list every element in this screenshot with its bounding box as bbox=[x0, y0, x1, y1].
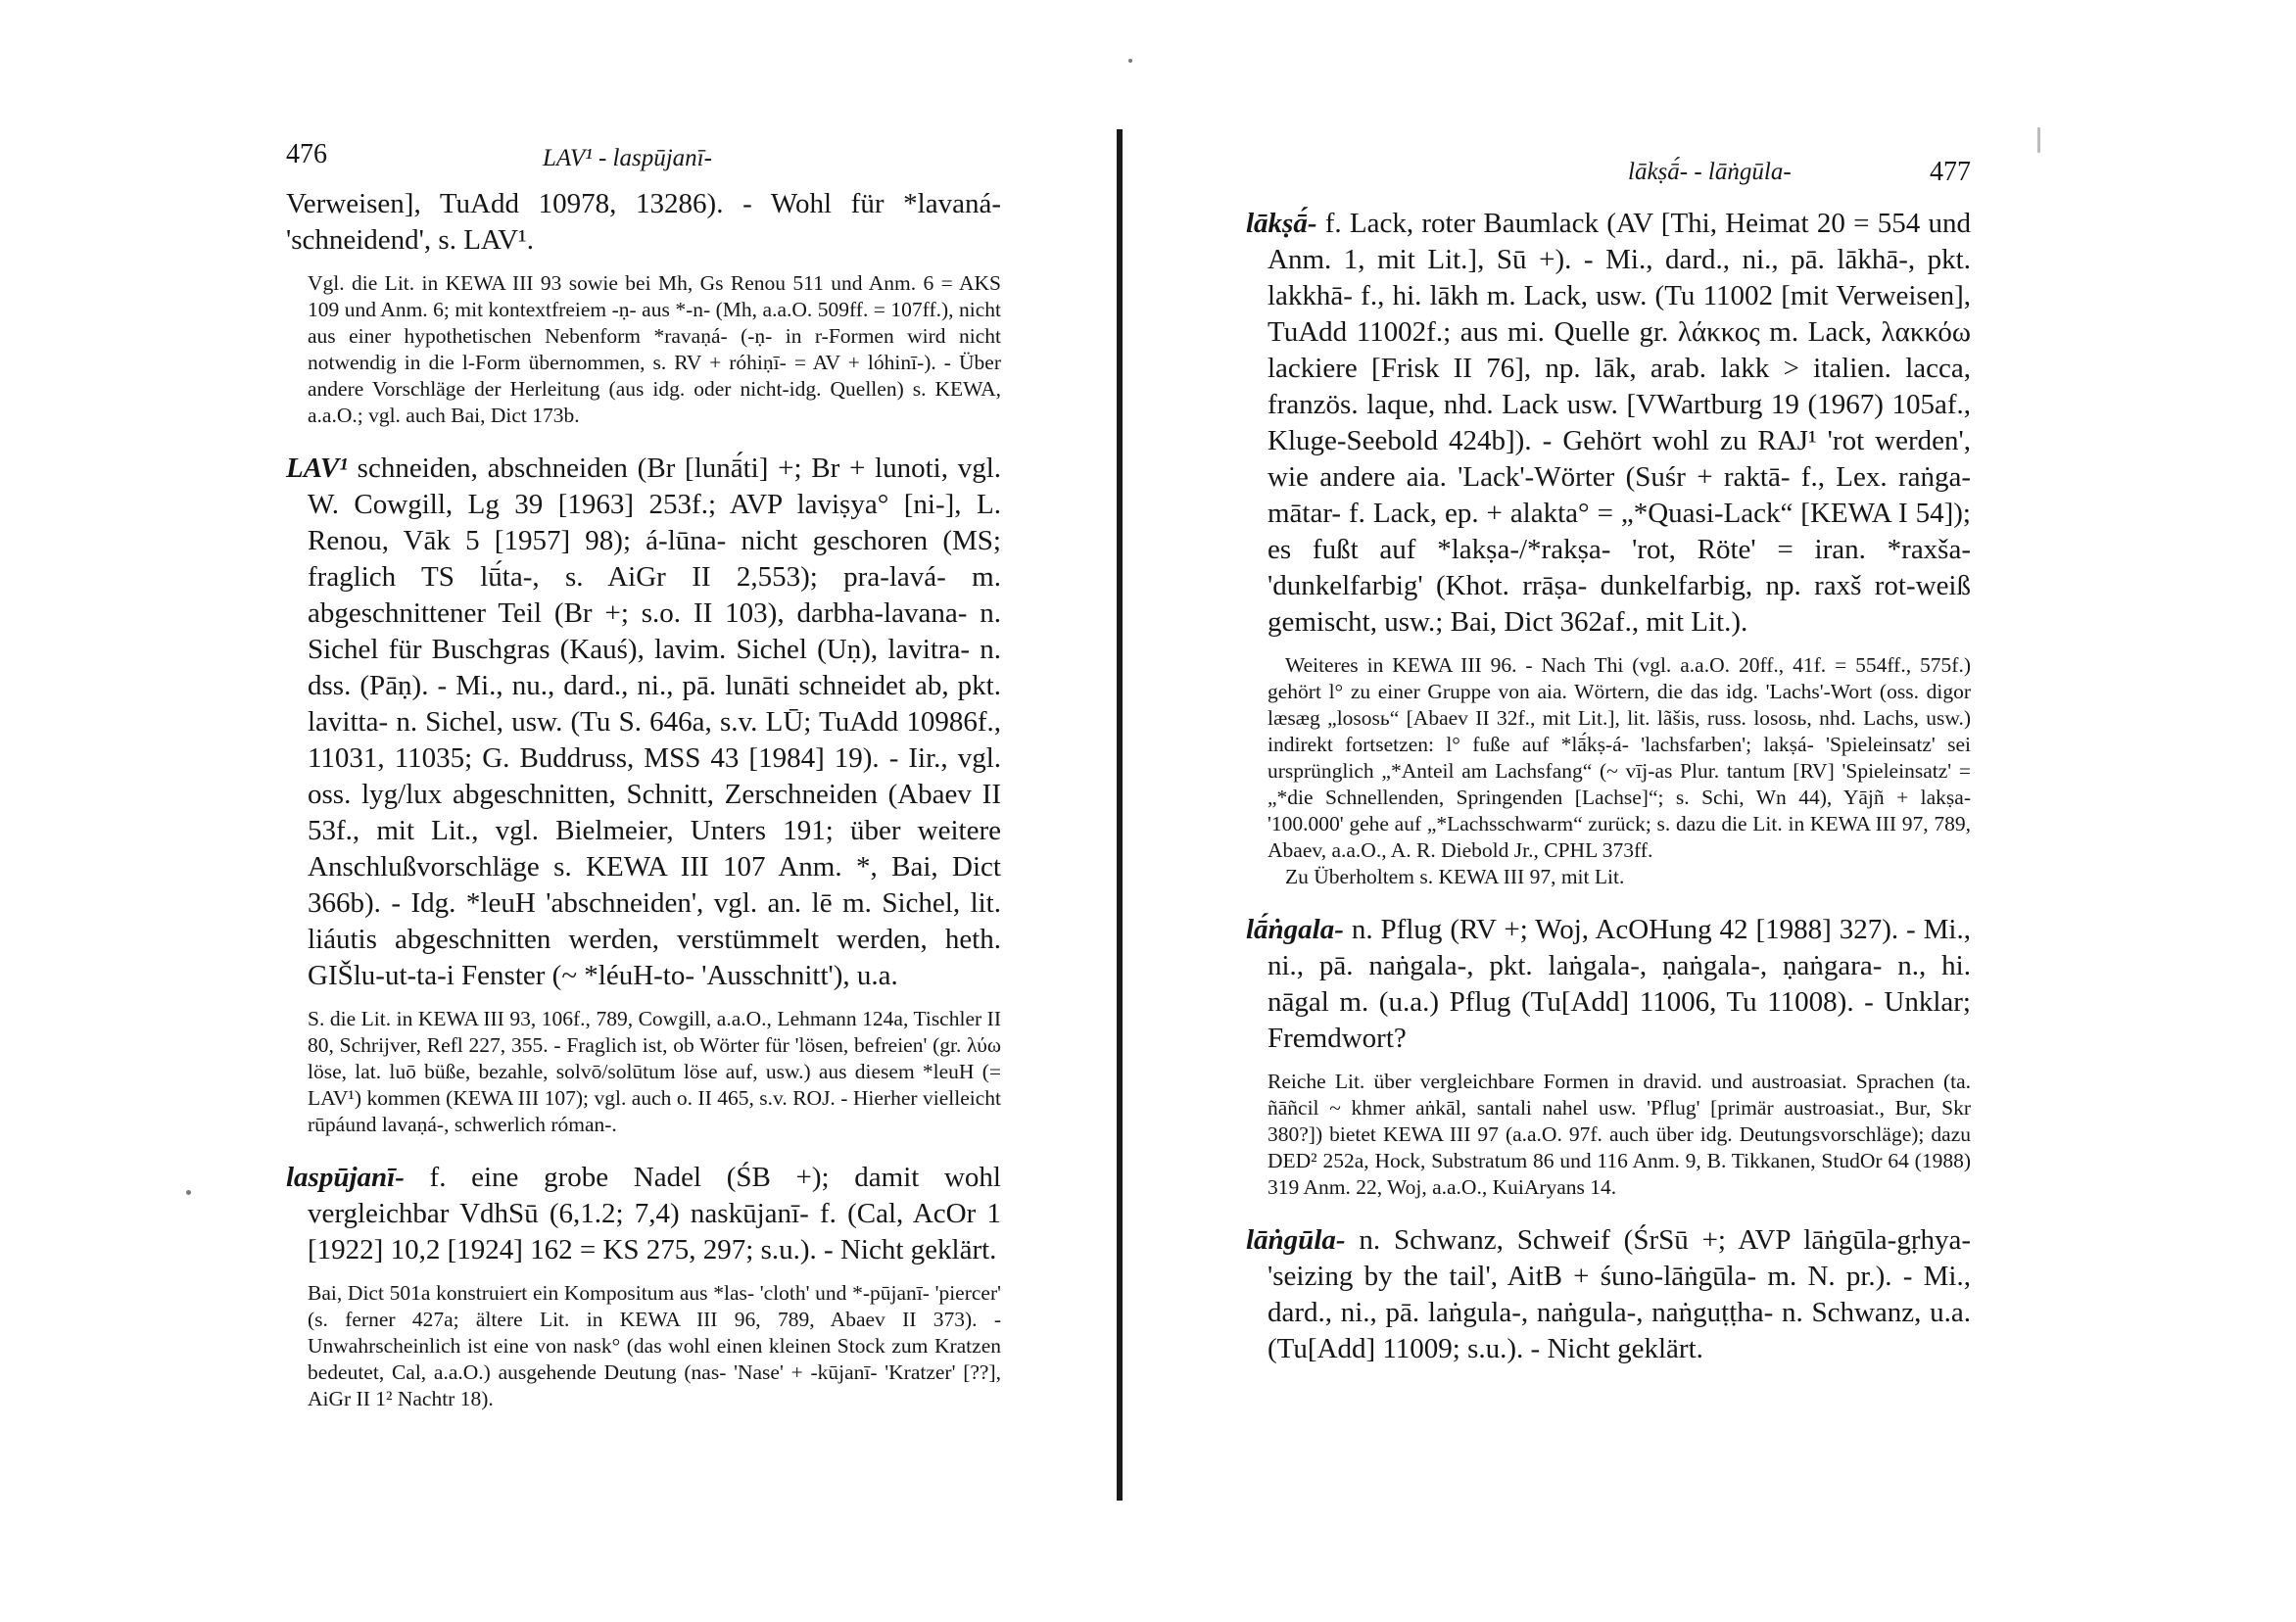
dictionary-entry bbox=[286, 451, 1001, 994]
entry-body: schneiden, abschneiden (Br [lunā́ti] +; Br + lunoti, vgl. W. Cowgill, Lg 39 [1963] 253f.; AVP laviṣya° [ni-], L. Renou, Vāk 5 [1957] 98); á-lūna- nicht geschoren (MS; fraglich TS lū́ta-, s. AiGr II 2,553); pra-lavá- m. abgeschnittener Teil (Br +; s.o. II 103), darbha-lavana- n. Sichel für Buschgras (Kauś), lavim. Sichel (Uṇ), lavitra- n. dss. (Pāṇ). - Mi., nu., dard., ni., pā. lunāti schneidet ab, pkt. lavitta- n. Sichel, usw. (Tu S. 646a, s.v. LŪ; TuAdd 10986f., 11031, 11035; G. Buddruss, MSS 43 [1984] 19). - Iir., vgl. oss. lyg/lux abgeschnitten, Schnitt, Zerschneiden (Abaev II 53f., mit Lit., vgl. Bielmeier, Unters 191; über weitere Anschlußvorschläge s. KEWA III 107 Anm. *, Bai, Dict 366b). - Idg. *leuH 'abschneiden', vgl. an. lē m. Sichel, lit. liáutis abgeschnitten werden, verstümmelt werden, heth. GIŠlu-ut-ta-i Fenster (~ *léuH-to- 'Ausschnitt'), u.a. bbox=[308, 453, 1001, 991]
entry-note-paragraph: Weiteres in KEWA III 96. - Nach Thi (vgl. a.a.O. 20ff., 41f. = 554ff., 575f.) gehört l° zu einer Gruppe von aia. Wörtern, die das idg. 'Lachs'-Wort (oss. digor læsæg „lososь“ [Abaev II 32f., mit Lit.], lit. lãšis, russ. lososь, nhd. Lachs, usw.) indirekt fortsetzen: l° fuße auf *lā́kṣ-á- 'lachsfarben'; lakṣá- 'Spieleinsatz' sei ursprünglich „*Anteil am Lachsfang“ (~ vīj-as Plur. tantum [RV] 'Spieleinsatz' = „*die Schnellenden, Springenden [Lachse]“; s. Schi, Wn 44), Yājñ + lakṣa- '100.000' gehe auf „*Lachsschwarm“ zurück; s. dazu die Lit. in KEWA III 97, 789, Abaev, a.a.O., A. R. Diebold Jr., CPHL 373ff. bbox=[1268, 653, 1971, 862]
page-number-right: 477 bbox=[1930, 157, 1971, 187]
right-column bbox=[1246, 206, 1971, 1367]
scan-speck bbox=[2037, 127, 2040, 153]
entry-headword: LAV¹ bbox=[286, 453, 348, 484]
entry-note bbox=[1246, 652, 1971, 890]
entry-body: n. Pflug (RV +; Woj, AcOHung 42 [1988] 327). - Mi., ni., pā. naṅgala-, pkt. laṅgala-, ṇaṅgala-, ṇaṅgara- n., hi. nāgal m. (u.a.) Pflug (Tu[Add] 11006, Tu 11008). - Unklar; Fremdwort? bbox=[1268, 914, 1971, 1054]
page-number-left: 476 bbox=[286, 139, 327, 169]
dictionary-entry bbox=[1246, 912, 1971, 1057]
running-header-left bbox=[286, 139, 1001, 178]
running-header-right bbox=[1246, 139, 1971, 187]
entry-headword: laspūjanī- bbox=[286, 1162, 405, 1193]
running-head-title-right: lākṣā́- - lāṅgūla- bbox=[1628, 159, 1792, 185]
entry-body: f. eine grobe Nadel (ŚB +); damit wohl vergleichbar VdhSū (6,1.2; 7,4) naskūjanī- f. (Cal, AcOr 1 [1922] 10,2 [1924] 162 = KS 275, 297; s.u.). - Nicht geklärt. bbox=[308, 1162, 1001, 1265]
entry-note-paragraph: Zu Überholtem s. KEWA III 97, mit Lit. bbox=[1285, 865, 1625, 888]
entry-headword: lā́ṅgala- bbox=[1246, 914, 1344, 945]
gutter-shadow bbox=[1117, 129, 1123, 1501]
entry-note: Bai, Dict 501a konstruiert ein Kompositum aus *las- 'cloth' und *-pūjanī- 'piercer' (s. ferner 427a; ältere Lit. in KEWA III 96, 789, Abaev II 373). - Unwahrscheinlich ist eine von nask° (das wohl einen kleinen Stock zum Kratzen bedeutet, Cal, a.a.O.) ausgehende Deutung (nas- 'Nase' + -kūjanī- 'Kratzer' [??], AiGr II 1² Nachtr 18). bbox=[308, 1281, 1001, 1410]
scan-speck bbox=[1128, 59, 1132, 63]
entry-headword: lākṣā́- bbox=[1246, 208, 1317, 239]
dictionary-entry bbox=[286, 1160, 1001, 1268]
continuation-text: Verweisen], TuAdd 10978, 13286). - Wohl für *lavaná- 'schneidend', s. LAV¹. bbox=[286, 188, 1001, 256]
entry-body: n. Schwanz, Schweif (ŚrSū +; AVP lāṅgūla-gṛhya- 'seizing by the tail', AitB + śuno-lāṅgūla- m. N. pr.). - Mi., dard., ni., pā. laṅgula-, naṅgula-, naṅguṭṭha- n. Schwanz, u.a. (Tu[Add] 11009; s.u.). - Nicht geklärt. bbox=[1268, 1224, 1971, 1364]
entry-headword: lāṅgūla- bbox=[1246, 1224, 1346, 1256]
dictionary-entry bbox=[1246, 1222, 1971, 1367]
scan-speck bbox=[186, 1190, 191, 1195]
entry-note: S. die Lit. in KEWA III 93, 106f., 789, Cowgill, a.a.O., Lehmann 124a, Tischler II 80, Schrijver, Refl 227, 355. - Fraglich ist, ob Wörter für 'lösen, befreien' (gr. λύω löse, lat. luō büße, bezahle, solvō/solūtum löse auf, usw.) aus diesem *leuH (= LAV¹) kommen (KEWA III 107); vgl. auch o. II 465, s.v. ROJ. - Hierher vielleicht rūpáund lavaṇá-, schwerlich róman-. bbox=[308, 1007, 1001, 1136]
left-column bbox=[286, 186, 1001, 1430]
continuation-note: Vgl. die Lit. in KEWA III 93 sowie bei Mh, Gs Renou 511 und Anm. 6 = AKS 109 und Anm. 6; mit kontextfreiem -ṇ- aus *-n- (Mh, a.a.O. 509ff. = 107ff.), nicht aus einer hypothetischen Nebenform *ravaṇá- (-ṇ- in r-Formen wird nicht notwendig in die l-Form übernommen, s. RV + róhiṇī- = AV + lóhinī-). - Über andere Vorschläge der Herleitung (aus idg. oder nicht-idg. Quellen) s. KEWA, a.a.O.; vgl. auch Bai, Dict 173b. bbox=[308, 271, 1001, 427]
running-head-title-left: LAV¹ - laspūjanī- bbox=[543, 145, 712, 171]
dictionary-entry bbox=[1246, 206, 1971, 641]
entry-body: f. Lack, roter Baumlack (AV [Thi, Heimat 20 = 554 und Anm. 1, mit Lit.], Sū +). - Mi., dard., ni., pā. lākhā-, pkt. lakkhā- f., hi. lākh m. Lack, usw. (Tu 11002 [mit Verweisen], TuAdd 11002f.; aus mi. Quelle gr. λάκκος m. Lack, λακκόω lackiere [Frisk II 76], np. lāk, arab. lakk > italien. lacca, französ. laque, nhd. Lack usw. [VWartburg 19 (1967) 105af., Kluge-Seebold 424b]). - Gehört wohl zu RAJ¹ 'rot werden', wie andere aia. 'Lack'-Wörter (Suśr + raktā- f., Lex. raṅga-mātar- f. Lack, ep. + alakta° = „*Quasi-Lack“ [KEWA I 54]); es fußt auf *lakṣa-/*rakṣa- 'rot, Röte' = iran. *raxša- 'dunkelfarbig' (Khot. rrāṣa- dunkelfarbig, np. raxš rot-weiß gemischt, usw.; Bai, Dict 362af., mit Lit.). bbox=[1268, 208, 1971, 638]
entry-note: Reiche Lit. über vergleichbare Formen in dravid. und austroasiat. Sprachen (ta. ñāñcil ~ khmer aṅkāl, santali nahel usw. 'Pflug' [primär austroasiat., Bur, Skr 380?]) bietet KEWA III 97 (a.a.O. 97f. auch über idg. Deutungsvorschläge); dazu DED² 252a, Hock, Substratum 86 und 116 Anm. 9, B. Tikkanen, StudOr 64 (1988) 319 Anm. 22, Woj, a.a.O., KuiAryans 14. bbox=[1268, 1070, 1971, 1199]
